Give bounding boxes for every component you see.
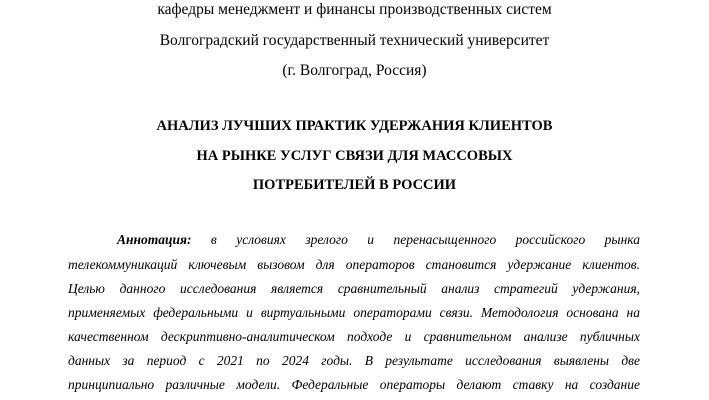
- paper-title-line-1: АНАЛИЗ ЛУЧШИХ ПРАКТИК УДЕРЖАНИЯ КЛИЕНТОВ: [156, 118, 553, 134]
- abstract-line-4: применяемых федеральными и виртуальными операторами связи. Методология основана на: [68, 305, 640, 320]
- affiliation-city: (г. Волгоград, Россия): [282, 62, 427, 79]
- affiliation-department: кафедры менеджмент и финансы производственных систем: [157, 1, 552, 18]
- abstract-line-2: телекоммуникаций ключевым вызовом для операторов становится удержание клиентов.: [68, 257, 640, 272]
- abstract-line-7: принципиально различные модели. Федеральные операторы делают ставку на создание: [68, 377, 640, 392]
- abstract-line-6: данных за период с 2021 по 2024 годы. В результате исследования выявлены две: [68, 353, 640, 368]
- abstract-line-5: качественном дескриптивно-аналитическом подходе и сравнительном анализе публичных: [68, 329, 640, 344]
- paper-title-line-2: НА РЫНКЕ УСЛУГ СВЯЗИ ДЛЯ МАССОВЫХ: [196, 148, 513, 164]
- abstract-line-3: Целью данного исследования является сравнительный анализ стратегий удержания,: [68, 281, 640, 296]
- abstract-line-1: [117, 231, 640, 249]
- affiliation-university: Волгоградский государственный технический университет: [159, 32, 550, 49]
- paper-title-line-3: ПОТРЕБИТЕЛЕЙ В РОССИИ: [252, 177, 457, 193]
- abstract-label: Аннотация:: [117, 232, 192, 247]
- abstract-line-1-text: в условиях зрелого и перенасыщенного российского рынка: [210, 232, 640, 247]
